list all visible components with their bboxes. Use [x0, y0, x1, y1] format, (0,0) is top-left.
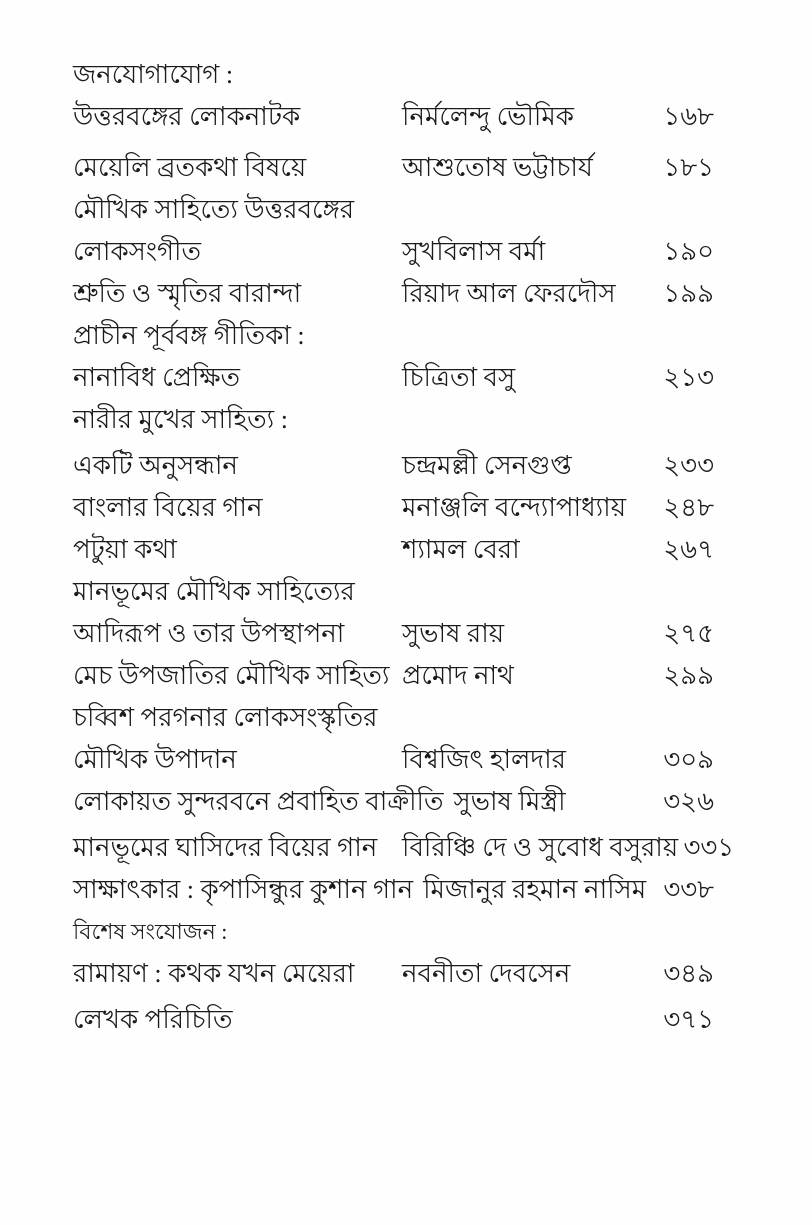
- section-label: জনযোগাযোগ :: [73, 60, 234, 89]
- entry-title: মানভূমের ঘাসিদের বিয়ের গান: [73, 833, 378, 862]
- toc-row-section: [73, 315, 714, 357]
- toc-row-continuation: [73, 189, 714, 231]
- entry-title: মেয়েলি ব্রতকথা বিষয়ে: [73, 153, 307, 182]
- entry-author: সুভাষ মিস্ত্রী: [453, 787, 566, 816]
- entry-title: লোকায়ত সুন্দরবনে প্রবাহিত বাক্রীতি: [73, 787, 444, 816]
- toc-row-entry: [73, 357, 714, 399]
- entry-author: আশুতোষ ভট্টাচার্য: [402, 153, 593, 182]
- entry-title: মেচ উপজাতির মৌখিক সাহিত্য: [73, 661, 390, 690]
- entry-title: উত্তরবঙ্গের লোকনাটক: [73, 102, 301, 131]
- entry-page-number: ১৬৮: [663, 102, 714, 131]
- entry-title: আদিরূপ ও তার উপস্থাপনা: [73, 619, 345, 648]
- entry-page-number: ২৭৫: [663, 619, 714, 648]
- toc-row-entry: [73, 445, 714, 487]
- entry-title-first-line: মৌখিক সাহিত্যে উত্তরবঙ্গের: [73, 195, 355, 224]
- toc-row-entry: [73, 147, 714, 189]
- toc-row-entry: [73, 613, 714, 655]
- entry-page-number: ৩২৬: [663, 787, 714, 816]
- entry-author: সুভাষ রায়: [402, 619, 505, 648]
- entry-title: একটি অনুসন্ধান: [73, 451, 238, 480]
- toc-row-entry: [73, 781, 714, 823]
- entry-title: রামায়ণ : কথক যখন মেয়েরা: [73, 959, 355, 988]
- toc-row-entry: [73, 953, 714, 995]
- section-label: প্রাচীন পূর্ববঙ্গ গীতিকা :: [73, 321, 305, 350]
- toc-row-entry: [73, 999, 714, 1041]
- toc-row-entry: [73, 739, 714, 781]
- entry-author: প্রমোদ নাথ: [402, 661, 514, 690]
- entry-author: রিয়াদ আল ফেরদৌস: [402, 279, 616, 308]
- table-of-contents: [73, 54, 735, 1041]
- toc-row-entry: [73, 529, 714, 571]
- entry-page-number: ১৯৯: [663, 279, 714, 308]
- toc-row-section: [73, 54, 714, 96]
- entry-author: মিজানুর রহমান নাসিম: [423, 875, 647, 904]
- entry-author: মনাঞ্জলি বন্দ্যোপাধ্যায়: [402, 493, 627, 522]
- toc-row-entry: [73, 96, 714, 138]
- entry-page-number: ২১৩: [663, 363, 714, 392]
- entry-title: লোকসংগীত: [73, 237, 202, 266]
- entry-author: শ্যামল বেরা: [402, 535, 520, 564]
- entry-author: চন্দ্রমল্লী সেনগুপ্ত: [402, 451, 572, 480]
- entry-author: বিশ্বজিৎ হালদার: [402, 745, 566, 774]
- toc-row-entry: [73, 273, 714, 315]
- entry-title: নানাবিধ প্রেক্ষিত: [73, 363, 241, 392]
- section-label: বিশেষ সংযোজন :: [73, 919, 228, 944]
- toc-row-section: [73, 399, 714, 441]
- toc-row-entry: [73, 655, 714, 697]
- entry-page-number: ১৯০: [663, 237, 714, 266]
- entry-author: নবনীতা দেবসেন: [402, 959, 571, 988]
- entry-page-number: ৩৩৮: [663, 875, 714, 904]
- toc-row-entry: [73, 231, 714, 273]
- entry-page-number: ২৩৩: [663, 451, 714, 480]
- entry-title: মৌখিক উপাদান: [73, 745, 237, 774]
- entry-page-number: ২৪৮: [663, 493, 714, 522]
- entry-author: চিত্রিতা বসু: [402, 363, 516, 392]
- entry-page-number: ৩০৯: [663, 745, 714, 774]
- toc-row-continuation: [73, 571, 714, 613]
- toc-row-entry: [73, 487, 714, 529]
- toc-row-entry: [73, 869, 714, 911]
- toc-row-continuation: [73, 697, 714, 739]
- section-label: নারীর মুখের সাহিত্য :: [73, 405, 288, 434]
- entry-page-number: ৩৭১: [663, 1005, 714, 1034]
- entry-page-number: ২৯৯: [663, 661, 714, 690]
- toc-row-entry: [73, 827, 735, 869]
- entry-author: বিরিঞ্চি দে ও সুবোধ বসুরায়: [402, 833, 679, 862]
- entry-title-first-line: চব্বিশ পরগনার লোকসংস্কৃতির: [73, 703, 378, 732]
- entry-author: সুখবিলাস বর্মা: [402, 237, 546, 266]
- entry-page-number: ৩৪৯: [663, 959, 714, 988]
- entry-title: পটুয়া কথা: [73, 535, 177, 564]
- entry-title-first-line: মানভূমের মৌখিক সাহিত্যের: [73, 577, 355, 606]
- entry-title: সাক্ষাৎকার : কৃপাসিন্ধুর কুশান গান: [73, 875, 414, 904]
- entry-title: শ্রুতি ও স্মৃতির বারান্দা: [73, 279, 302, 308]
- entry-title: লেখক পরিচিতি: [73, 1005, 233, 1034]
- entry-page-number: ১৮১: [663, 153, 714, 182]
- toc-row-section: [73, 911, 714, 953]
- entry-author: নির্মলেন্দু ভৌমিক: [402, 102, 575, 131]
- entry-title: বাংলার বিয়ের গান: [73, 493, 263, 522]
- entry-page-number: ৩৩১: [683, 833, 735, 862]
- entry-page-number: ২৬৭: [663, 535, 714, 564]
